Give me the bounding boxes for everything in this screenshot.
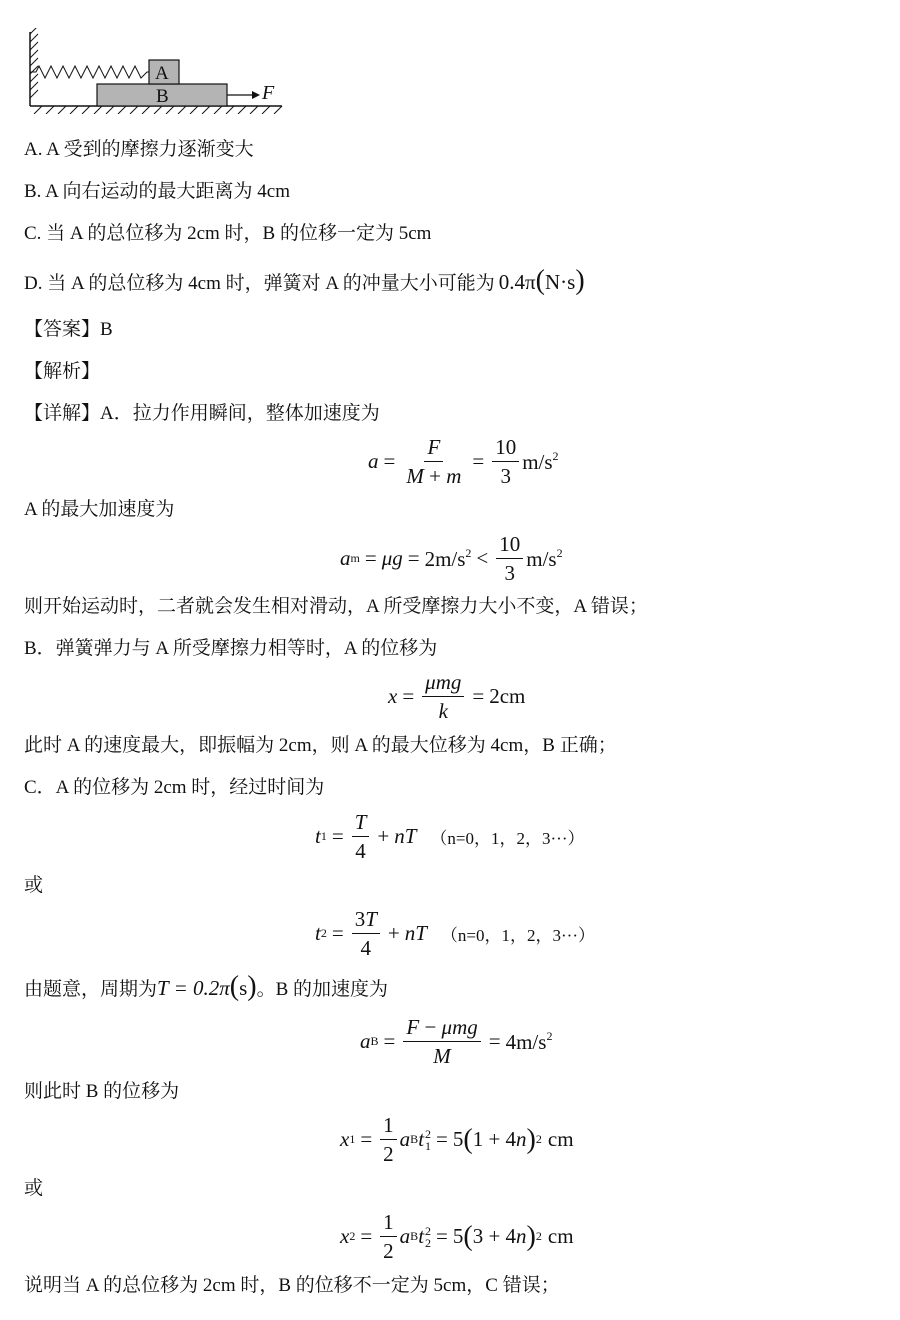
equation-displacement-x1: x 1 = $\frac{1}{2}$ a B t 2 1 = 5 ( 1 + 4n ) 2 cm xyxy=(340,1113,574,1166)
equation-acceleration-whole: a = $\frac{F}{M + m}$ = $\frac{10}{3}$ $m/s^2$ xyxy=(368,435,559,488)
line-c4: 则此时 B 的位移为 xyxy=(24,1081,180,1102)
line-a2: A 的最大加速度为 xyxy=(24,499,175,520)
line-b1: B．弹簧弹力与 A 所受摩擦力相等时，A 的位移为 xyxy=(24,638,438,659)
equation-time-t2: t 2 = $\frac{3T}{4}$ + nT （n=0，1，2，3···） xyxy=(315,907,595,960)
equation-displacement-x2: x 2 = $\frac{1}{2}$ a B t 2 2 = 5 ( 3 + 4n ) 2 cm xyxy=(340,1210,574,1263)
line-c1: C．A 的位移为 2cm 时，经过时间为 xyxy=(24,777,325,798)
option-b: B. A 向右运动的最大距离为 4cm xyxy=(24,181,291,202)
block-a-label: A xyxy=(155,63,169,84)
equation-displacement-a: x = $\frac{\text{μmg}}{k}$ = 2cm xyxy=(388,670,526,723)
answer: 【答案】B xyxy=(24,319,113,340)
option-d: D. 当 A 的总位移为 4cm 时，弹簧对 A 的冲量大小可能为 0.4π(N·s) xyxy=(24,265,585,296)
spring xyxy=(30,66,149,78)
block-b-label: B xyxy=(156,86,169,107)
equation-acceleration-b: a B = $\frac{\text{F − μmg}}{M}$ = $4m/s^2$ xyxy=(360,1015,553,1068)
equation-max-acceleration-a: a m = μg = $2m/s^2$ < $\frac{10}{3}$ $m/s^2$ xyxy=(340,532,563,585)
spring-block-figure xyxy=(20,28,300,114)
equation-time-t1: t 1 = $\frac{T}{4}$ + nT （n=0，1，2，3···） xyxy=(315,810,585,863)
line-a3: 则开始运动时，二者就会发生相对滑动，A 所受摩擦力大小不变，A 错误； xyxy=(24,596,648,617)
detail-a1: 【详解】A．拉力作用瞬间，整体加速度为 xyxy=(24,403,380,424)
or-2: 或 xyxy=(24,1178,44,1199)
line-c6: 说明当 A 的总位移为 2cm 时，B 的位移不一定为 5cm，C 错误； xyxy=(24,1275,560,1296)
or-1: 或 xyxy=(24,875,44,896)
line-c3: 由题意，周期为T = 0.2π(s)。B 的加速度为 xyxy=(24,971,389,1002)
force-label: F xyxy=(262,82,275,104)
option-a: A. A 受到的摩擦力逐渐变大 xyxy=(24,139,254,160)
line-b2: 此时 A 的速度最大，即振幅为 2cm，则 A 的最大位移为 4cm，B 正确； xyxy=(24,735,617,756)
analysis-heading: 【解析】 xyxy=(24,361,101,382)
option-c: C. 当 A 的总位移为 2cm 时，B 的位移一定为 5cm xyxy=(24,223,432,244)
